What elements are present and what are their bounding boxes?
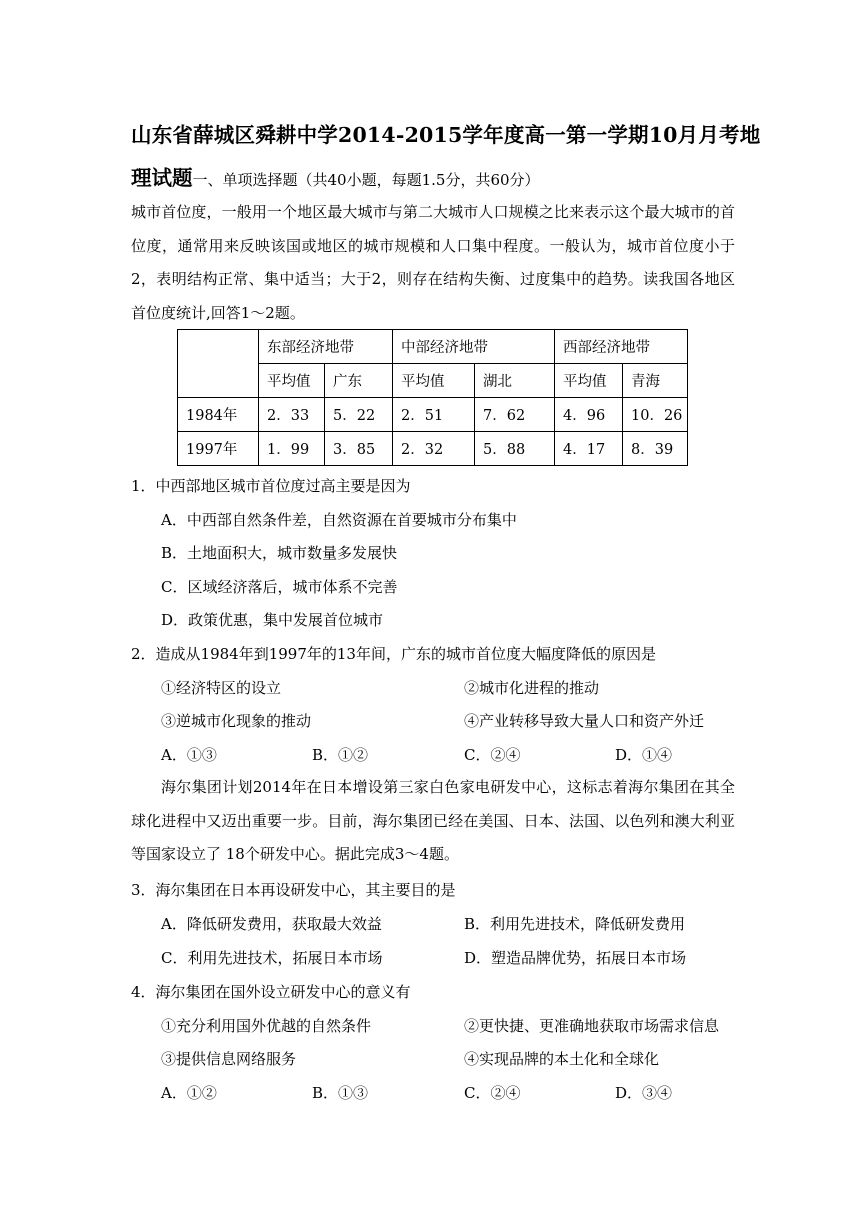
question-3-option-a: A．降低研发费用，获取最大效益 [161, 915, 382, 933]
question-3-option-d: D．塑造品牌优势，拓展日本市场 [464, 949, 687, 967]
question-2-item-2: ②城市化进程的推动 [464, 679, 600, 697]
table-row [178, 432, 688, 466]
table-zone-header: 东部经济地带 [259, 330, 393, 364]
question-3-stem: 3．海尔集团在日本再设研发中心，其主要目的是 [131, 881, 456, 899]
table-zone-header: 西部经济地带 [555, 330, 688, 364]
table-subheader: 平均值 [259, 364, 325, 398]
question-3-option-c: C．利用先进技术，拓展日本市场 [161, 949, 383, 967]
question-2-stem: 2．造成从1984年到1997年的13年间，广东的城市首位度大幅度降低的原因是 [131, 645, 656, 663]
table-subheader: 湖北 [475, 364, 555, 398]
table-row [178, 330, 688, 364]
question-2-option-d: D．①④ [615, 746, 673, 764]
table-cell: 2．33 [259, 398, 325, 432]
question-2-option-b: B．①② [312, 746, 369, 764]
question-1-option-b: B．土地面积大，城市数量多发展快 [161, 544, 398, 562]
table-cell: 10．26 [623, 398, 688, 432]
question-1-option-a: A．中西部自然条件差，自然资源在首要城市分布集中 [161, 511, 517, 529]
question-4-item-2: ②更快捷、更准确地获取市场需求信息 [464, 1017, 720, 1035]
question-1-option-d: D．政策优惠，集中发展首位城市 [161, 611, 384, 629]
question-4-item-3: ③提供信息网络服务 [161, 1050, 297, 1068]
table-row [178, 398, 688, 432]
question-4-option-a: A．①② [161, 1084, 217, 1102]
question-2-option-c: C．②④ [464, 746, 521, 764]
table-corner-cell [178, 330, 259, 398]
question-4-item-1: ①充分利用国外优越的自然条件 [161, 1017, 372, 1035]
table-cell: 1．99 [259, 432, 325, 466]
question-2-option-a: A．①③ [161, 746, 217, 764]
question-1-option-c: C．区域经济落后，城市体系不完善 [161, 578, 398, 596]
table-cell: 5．88 [475, 432, 555, 466]
passage-city-primacy: 城市首位度，一般用一个地区最大城市与第二大城市人口规模之比来表示这个最大城市的首位度，通常用来反映该国或地区的城市规模和人口集中程度。一般认为，城市首位度小于2，表明结构正常、集中适当；大于2，则存在结构失衡、过度集中的趋势。读我国各地区首位度统计,回答1～2题。 [131, 203, 735, 322]
table-subheader: 平均值 [555, 364, 623, 398]
question-1-stem: 1．中西部地区城市首位度过高主要是因为 [131, 477, 411, 495]
table-cell: 7．62 [475, 398, 555, 432]
question-4-stem: 4．海尔集团在国外设立研发中心的意义有 [131, 983, 411, 1001]
exam-title-end: 理试题 [131, 166, 193, 190]
question-4-option-b: B．①③ [312, 1084, 369, 1102]
table-year-cell: 1997年 [178, 432, 259, 466]
table-cell: 4．96 [555, 398, 623, 432]
exam-title-continued [131, 161, 540, 191]
question-2-item-3: ③逆城市化现象的推动 [161, 712, 312, 730]
question-3-option-b: B．利用先进技术，降低研发费用 [464, 915, 686, 933]
table-cell: 4．17 [555, 432, 623, 466]
table-cell: 2．32 [393, 432, 475, 466]
question-2-item-4: ④产业转移导致大量人口和资产外迁 [464, 712, 705, 730]
table-subheader: 青海 [623, 364, 688, 398]
table-zone-header: 中部经济地带 [393, 330, 555, 364]
question-2-item-1: ①经济特区的设立 [161, 679, 282, 697]
table-cell: 5．22 [325, 398, 393, 432]
passage-haier: 海尔集团计划2014年在日本增设第三家白色家电研发中心，这标志着海尔集团在其全球化进程中又迈出重要一步。目前，海尔集团已经在美国、日本、法国、以色列和澳大利亚等国家设立了 18个研发中心。据此完成3～4题。 [131, 778, 735, 863]
table-cell: 8．39 [623, 432, 688, 466]
table-subheader: 广东 [325, 364, 393, 398]
question-4-option-c: C．②④ [464, 1084, 521, 1102]
question-4-option-d: D．③④ [615, 1084, 673, 1102]
table-cell: 3．85 [325, 432, 393, 466]
section-heading: 一、单项选择题（共40小题，每题1.5分，共60分） [192, 171, 540, 189]
table-year-cell: 1984年 [178, 398, 259, 432]
table-cell: 2．51 [393, 398, 475, 432]
exam-title: 山东省薛城区舜耕中学2014-2015学年度高一第一学期10月月考地 [131, 123, 761, 147]
question-4-item-4: ④实现品牌的本土化和全球化 [464, 1050, 660, 1068]
table-subheader: 平均值 [393, 364, 475, 398]
primacy-table [177, 329, 688, 466]
